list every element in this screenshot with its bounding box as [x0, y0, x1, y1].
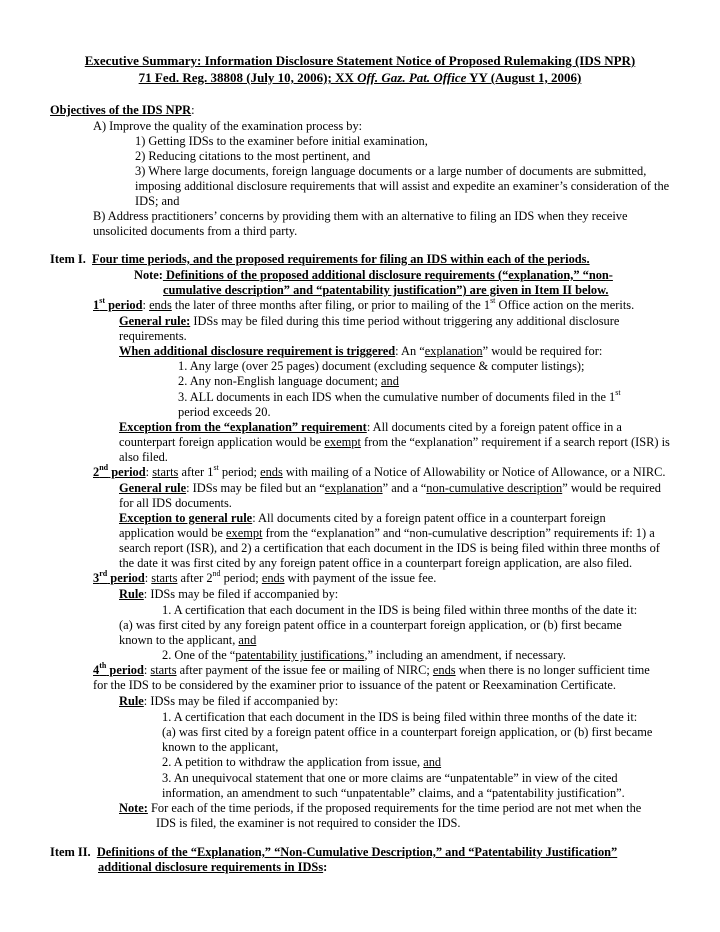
item-1-label: Item I. [50, 252, 86, 266]
period-3-text-mid: period; [220, 571, 262, 585]
period-4-num: 4 [93, 663, 100, 677]
objectives-colon: : [191, 103, 195, 117]
period-1-ends: ends [149, 298, 172, 312]
period-4-text-end: when there is no longer sufficient time [455, 663, 650, 677]
period-3-rule-1-cont2 [119, 633, 256, 648]
period-3-rule-text: : IDSs may be filed if accompanied by: [143, 587, 339, 601]
item-2-heading-cont [98, 860, 327, 875]
period-3-rule-2-justifications: patentability justifications [235, 648, 365, 662]
period-1-trigger-3-sup: st [615, 387, 621, 397]
period-4-rule-label: Rule [119, 694, 144, 708]
period-2-exception-cont-text: application would be [119, 526, 227, 540]
period-1-exception-cont-end: from the “explanation” requirement if a search report (ISR) is [360, 435, 670, 449]
period-2-general-rule [119, 481, 661, 496]
period-2-exception-cont [119, 526, 655, 541]
period-3-rule-1-cont: (a) was first cited by any foreign patent office in a counterpart foreign application, or (b) first became [119, 618, 622, 632]
period-2-exception [119, 511, 606, 526]
item-1-note-label: Note: [134, 268, 163, 282]
period-2-num: 2 [93, 465, 100, 479]
period-2-general-rule-label: General rule [119, 481, 187, 495]
period-1-trigger-text: : An “ [395, 344, 425, 358]
period-1-text-end: Office action on the merits. [495, 298, 635, 312]
period-1-trigger-1: 1. Any large (over 25 pages) document (excluding sequence & computer listings); [178, 359, 585, 373]
period-1-exception-cont [119, 435, 670, 450]
period-4-colon: : [143, 663, 151, 677]
period-3-word: period [107, 571, 145, 585]
title-line-2 [139, 70, 582, 85]
period-4-rule-1-cont: (a) was first cited by a foreign patent office in a counterpart foreign application, or (b) first became [162, 725, 653, 739]
period-3-rule-2-text: 2. One of the “ [162, 648, 236, 662]
period-3 [93, 568, 437, 586]
period-2-exception-exempt: exempt [226, 526, 263, 540]
objective-a-3-cont2: IDS; and [135, 194, 180, 208]
document-subtitle [0, 70, 720, 85]
period-2-exception-text: : All documents cited by a foreign patent office in a counterpart foreign [252, 511, 606, 525]
period-4-rule-1-cont2: known to the applicant, [162, 740, 279, 754]
period-1-text-sup: st [490, 295, 496, 305]
period-2-exception-label: Exception to general rule [119, 511, 253, 525]
period-1-exception-text: : All documents cited by a foreign patent office in a [366, 420, 622, 434]
period-2-general-rule-explanation: explanation [324, 481, 383, 495]
period-3-rule-2 [162, 648, 566, 663]
item-1-note-cont [163, 283, 609, 298]
period-4-rule-2 [162, 755, 441, 770]
period-4-sup: th [99, 660, 107, 670]
period-2-text: after 1 [178, 465, 214, 479]
period-1-trigger-text-end: ” would be required for: [482, 344, 603, 358]
period-3-starts: starts [151, 571, 178, 585]
period-2 [93, 462, 666, 480]
objective-a-3-cont: imposing additional disclosure requirements that will assist and expedite an examiner’s consideration of the [135, 179, 670, 193]
period-4-rule-3: 3. An unequivocal statement that one or more claims are “unpatentable” in view of the cited [162, 771, 618, 785]
objective-a-3: 3) Where large documents, foreign language documents or a large number of documents are submitted, [135, 164, 647, 178]
period-1-exception-cont-text: counterpart foreign application would be [119, 435, 325, 449]
title-journal: Off. Gaz. Pat. Office [357, 70, 467, 85]
period-4-rule-1: 1. A certification that each document in the IDS is being filed within three months of the date it: [162, 710, 638, 724]
period-3-rule-1-and: and [238, 633, 257, 647]
period-2-exception-cont2: search report (ISR), and 2) a certification that each document in the IDS is being filed within three months of [119, 541, 660, 555]
period-2-exception-cont3: the date it was first cited by any foreign patent office in a counterpart foreign application, are also filed. [119, 556, 633, 570]
period-1-trigger-label: When additional disclosure requirement is triggered [119, 344, 396, 358]
period-1-trigger-3-cont: period exceeds 20. [178, 405, 271, 419]
period-4-note-text: For each of the time periods, if the proposed requirements for the time period are not met when the [147, 801, 642, 815]
period-4-label [93, 660, 144, 677]
objective-a: A) Improve the quality of the examination process by: [93, 119, 363, 133]
period-2-starts: starts [152, 465, 179, 479]
period-1-trigger [119, 344, 602, 359]
period-1-colon: : [142, 298, 150, 312]
period-3-ends: ends [261, 571, 285, 585]
period-3-rule [119, 587, 338, 602]
period-3-rule-2-end: ,” including an amendment, if necessary. [364, 648, 566, 662]
period-2-general-rule-end: ” would be required [562, 481, 661, 495]
period-4-note-label: Note: [119, 801, 148, 815]
period-1-general-rule-cont: requirements. [119, 329, 187, 343]
period-4-ends: ends [432, 663, 456, 677]
objective-a-1: 1) Getting IDSs to the examiner before initial examination, [135, 134, 428, 148]
objective-b-cont: unsolicited documents from a third party. [93, 224, 298, 238]
period-2-ends: ends [260, 465, 283, 479]
period-2-general-rule-noncumulative: non-cumulative description [426, 481, 563, 495]
item-1-note-text-cont: cumulative description” and “patentability justification”) are given in Item II below. [163, 283, 609, 297]
item-1-note [134, 268, 613, 283]
period-4-note-cont: IDS is filed, the examiner is not required to consider the IDS. [156, 816, 461, 830]
period-1-trigger-2-and: and [381, 374, 399, 388]
period-4-cont: for the IDS to be considered by the examiner prior to issuance of the patent or Reexamination Certificate. [93, 678, 616, 692]
period-3-text: after 2 [177, 571, 213, 585]
period-2-exception-cont-end: from the “explanation” and “non-cumulative description” requirements if: 1) a [262, 526, 655, 540]
item-2-title: Definitions of the “Explanation,” “Non-Cumulative Description,” and “Patentability Justification” [96, 845, 618, 859]
period-2-text-mid: period; [218, 465, 261, 479]
objective-a-2: 2) Reducing citations to the most pertinent, and [135, 149, 371, 163]
item-2-label: Item II. [50, 845, 91, 859]
item-2-colon: : [323, 860, 328, 874]
period-2-general-rule-mid: ” and a “ [382, 481, 427, 495]
period-4-text: after payment of the issue fee or mailing of NIRC; [176, 663, 433, 677]
period-3-text-sup: nd [212, 568, 221, 578]
document-title [0, 53, 720, 68]
period-2-text-end: with mailing of a Notice of Allowability or Notice of Allowance, or a NIRC. [282, 465, 666, 479]
period-1-text: the later of three months after filing, or prior to mailing of the 1 [171, 298, 491, 312]
period-1-trigger-3 [178, 387, 621, 405]
period-3-rule-1: 1. A certification that each document in the IDS is being filed within three months of the date it: [162, 603, 638, 617]
period-1-trigger-2 [178, 374, 399, 389]
period-1-trigger-2-text: 2. Any non-English language document; [178, 374, 382, 388]
period-2-word: period [108, 465, 146, 479]
item-2-heading [50, 845, 617, 860]
objectives-heading [50, 103, 195, 118]
period-1-sup: st [99, 295, 105, 305]
period-1-num: 1 [93, 298, 100, 312]
period-3-rule-1-text: known to the applicant, [119, 633, 239, 647]
objective-b: B) Address practitioners’ concerns by providing them with an alternative to filing an IDS when they receive [93, 209, 628, 223]
period-1 [93, 295, 635, 313]
period-1-exception-exempt: exempt [324, 435, 361, 449]
period-4-note [119, 801, 641, 816]
period-2-sup: nd [99, 462, 109, 472]
period-3-rule-label: Rule [119, 587, 144, 601]
period-3-num: 3 [93, 571, 100, 585]
period-2-general-rule-text: : IDSs may be filed but an “ [186, 481, 325, 495]
period-3-text-end: with payment of the issue fee. [284, 571, 437, 585]
title-date: YY (August 1, 2006) [466, 70, 582, 85]
period-3-sup: rd [99, 568, 108, 578]
item-1-title: Four time periods, and the proposed requirements for filing an IDS within each of the periods. [92, 252, 590, 266]
period-4-starts: starts [150, 663, 177, 677]
period-1-general-rule-label: General rule: [119, 314, 191, 328]
period-2-colon: : [145, 465, 153, 479]
item-1-heading [50, 252, 590, 267]
period-1-exception-label: Exception from the “explanation” requirement [119, 420, 367, 434]
objectives-heading-text: Objectives of the IDS NPR [50, 103, 192, 117]
period-1-word: period [104, 298, 143, 312]
period-2-general-rule-cont: for all IDS documents. [119, 496, 232, 510]
period-4-rule-2-text: 2. A petition to withdraw the application from issue, [162, 755, 424, 769]
period-4 [93, 660, 650, 678]
period-3-colon: : [144, 571, 152, 585]
period-1-trigger-3-text: 3. ALL documents in each IDS when the cumulative number of documents filed in the 1 [178, 390, 616, 404]
period-3-label [93, 568, 145, 585]
period-2-text-sup: st [213, 462, 219, 472]
title-line-1: Executive Summary: Information Disclosure Statement Notice of Proposed Rulemaking (IDS NPR) [84, 53, 636, 68]
period-1-trigger-explanation: explanation [424, 344, 483, 358]
period-4-rule-text: : IDSs may be filed if accompanied by: [143, 694, 339, 708]
period-4-rule-3-cont: information, an amendment to such “unpatentable” claims, and a “patentability justification”. [162, 786, 625, 800]
period-1-exception [119, 420, 622, 435]
period-4-word: period [106, 663, 144, 677]
period-1-general-rule [119, 314, 619, 329]
period-1-general-rule-text: IDSs may be filed during this time period without triggering any additional disclosure [190, 314, 620, 328]
period-4-rule [119, 694, 338, 709]
item-2-title-cont: additional disclosure requirements in IDSs [98, 860, 324, 874]
period-2-label [93, 462, 146, 479]
title-citation: 71 Fed. Reg. 38808 (July 10, 2006); XX [138, 70, 358, 85]
period-4-rule-2-and: and [423, 755, 442, 769]
period-1-label [93, 295, 143, 312]
item-1-note-text: Definitions of the proposed additional disclosure requirements (“explanation,” “non- [162, 268, 613, 282]
period-1-exception-cont2: also filed. [119, 450, 168, 464]
